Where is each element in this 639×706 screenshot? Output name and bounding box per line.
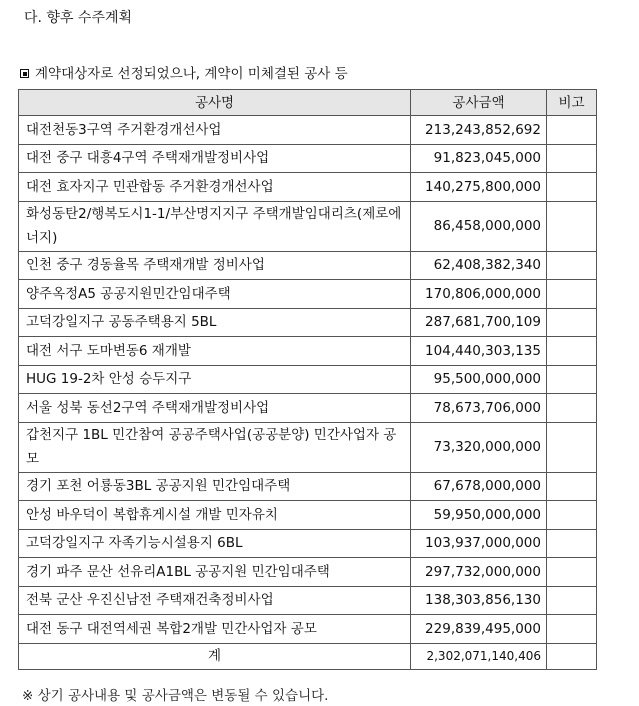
square-bullet-icon (20, 69, 29, 78)
note-cell (547, 472, 597, 501)
note-cell (547, 394, 597, 423)
project-name-cell: 양주옥정A5 공공지원민간임대주택 (19, 280, 411, 309)
project-name-cell: 전북 군산 우진신남전 주택재건축정비사업 (19, 586, 411, 615)
section-title: 다. 향후 수주계획 (24, 10, 133, 26)
table-row (19, 280, 597, 309)
project-name-cell: 화성동탄2/행복도시1-1/부산명지지구 주택개발임대리츠(제로에너지) (19, 201, 411, 251)
table-caption (20, 64, 348, 84)
amount-cell: 213,243,852,692 (411, 116, 547, 145)
table-row (19, 116, 597, 145)
note-cell (547, 173, 597, 202)
table-row (19, 201, 597, 251)
amount-cell: 73,320,000,000 (411, 422, 547, 472)
project-name-cell: 인천 중구 경동율목 주택재개발 정비사업 (19, 251, 411, 280)
table-caption-text: 계약대상자로 선정되었으나, 계약이 미체결된 공사 등 (35, 66, 348, 82)
project-name-cell: 갑천지구 1BL 민간참여 공공주택사업(공공분양) 민간사업자 공모 (19, 422, 411, 472)
amount-cell: 140,275,800,000 (411, 173, 547, 202)
table-row (19, 586, 597, 615)
table-row (19, 422, 597, 472)
note-cell (547, 308, 597, 337)
footer-note: ※ 상기 공사내용 및 공사금액은 변동될 수 있습니다. (22, 688, 329, 704)
table-row (19, 144, 597, 173)
note-cell (547, 615, 597, 644)
order-plan-table (18, 89, 597, 670)
project-name-cell: 고덕강일지구 자족기능시설용지 6BL (19, 529, 411, 558)
amount-cell: 297,732,000,000 (411, 558, 547, 587)
note-cell (547, 337, 597, 366)
amount-cell: 78,673,706,000 (411, 394, 547, 423)
project-name-cell: 대전 동구 대전역세권 복합2개발 민간사업자 공모 (19, 615, 411, 644)
total-amount: 2,302,071,140,406 (411, 643, 547, 669)
project-name-cell: 안성 바우덕이 복합휴게시설 개발 민자유치 (19, 501, 411, 530)
note-cell (547, 280, 597, 309)
project-name-cell: 대전 중구 대흥4구역 주택재개발정비사업 (19, 144, 411, 173)
project-name-cell: 경기 포천 어룡동3BL 공공지원 민간임대주택 (19, 472, 411, 501)
note-cell (547, 251, 597, 280)
note-cell (547, 144, 597, 173)
column-header-note: 비고 (547, 90, 597, 116)
amount-cell: 62,408,382,340 (411, 251, 547, 280)
table-header-row (19, 90, 597, 116)
amount-cell: 229,839,495,000 (411, 615, 547, 644)
amount-cell: 103,937,000,000 (411, 529, 547, 558)
note-cell (547, 422, 597, 472)
table-row (19, 529, 597, 558)
project-name-cell: 대전 서구 도마변동6 재개발 (19, 337, 411, 366)
amount-cell: 67,678,000,000 (411, 472, 547, 501)
table-row (19, 472, 597, 501)
amount-cell: 91,823,045,000 (411, 144, 547, 173)
project-name-cell: 대전 효자지구 민관합동 주거환경개선사업 (19, 173, 411, 202)
note-cell (547, 365, 597, 394)
note-cell (547, 201, 597, 251)
project-name-cell: 대전천동3구역 주거환경개선사업 (19, 116, 411, 145)
table-row (19, 173, 597, 202)
amount-cell: 86,458,000,000 (411, 201, 547, 251)
note-cell (547, 586, 597, 615)
table-row (19, 365, 597, 394)
total-note (547, 643, 597, 669)
total-row (19, 643, 597, 669)
table-row (19, 308, 597, 337)
amount-cell: 95,500,000,000 (411, 365, 547, 394)
table-row (19, 501, 597, 530)
amount-cell: 59,950,000,000 (411, 501, 547, 530)
table-row (19, 251, 597, 280)
column-header-name: 공사명 (19, 90, 411, 116)
note-cell (547, 501, 597, 530)
project-name-cell: 고덕강일지구 공동주택용지 5BL (19, 308, 411, 337)
table-row (19, 615, 597, 644)
table-body (19, 116, 597, 670)
amount-cell: 138,303,856,130 (411, 586, 547, 615)
note-cell (547, 529, 597, 558)
table-row (19, 394, 597, 423)
project-name-cell: 서울 성북 동선2구역 주택재개발정비사업 (19, 394, 411, 423)
table-row (19, 337, 597, 366)
total-label: 계 (19, 643, 411, 669)
note-cell (547, 116, 597, 145)
amount-cell: 287,681,700,109 (411, 308, 547, 337)
amount-cell: 170,806,000,000 (411, 280, 547, 309)
project-name-cell: 경기 파주 문산 선유리A1BL 공공지원 민간임대주택 (19, 558, 411, 587)
column-header-amount: 공사금액 (411, 90, 547, 116)
amount-cell: 104,440,303,135 (411, 337, 547, 366)
project-name-cell: HUG 19-2차 안성 승두지구 (19, 365, 411, 394)
table-row (19, 558, 597, 587)
note-cell (547, 558, 597, 587)
